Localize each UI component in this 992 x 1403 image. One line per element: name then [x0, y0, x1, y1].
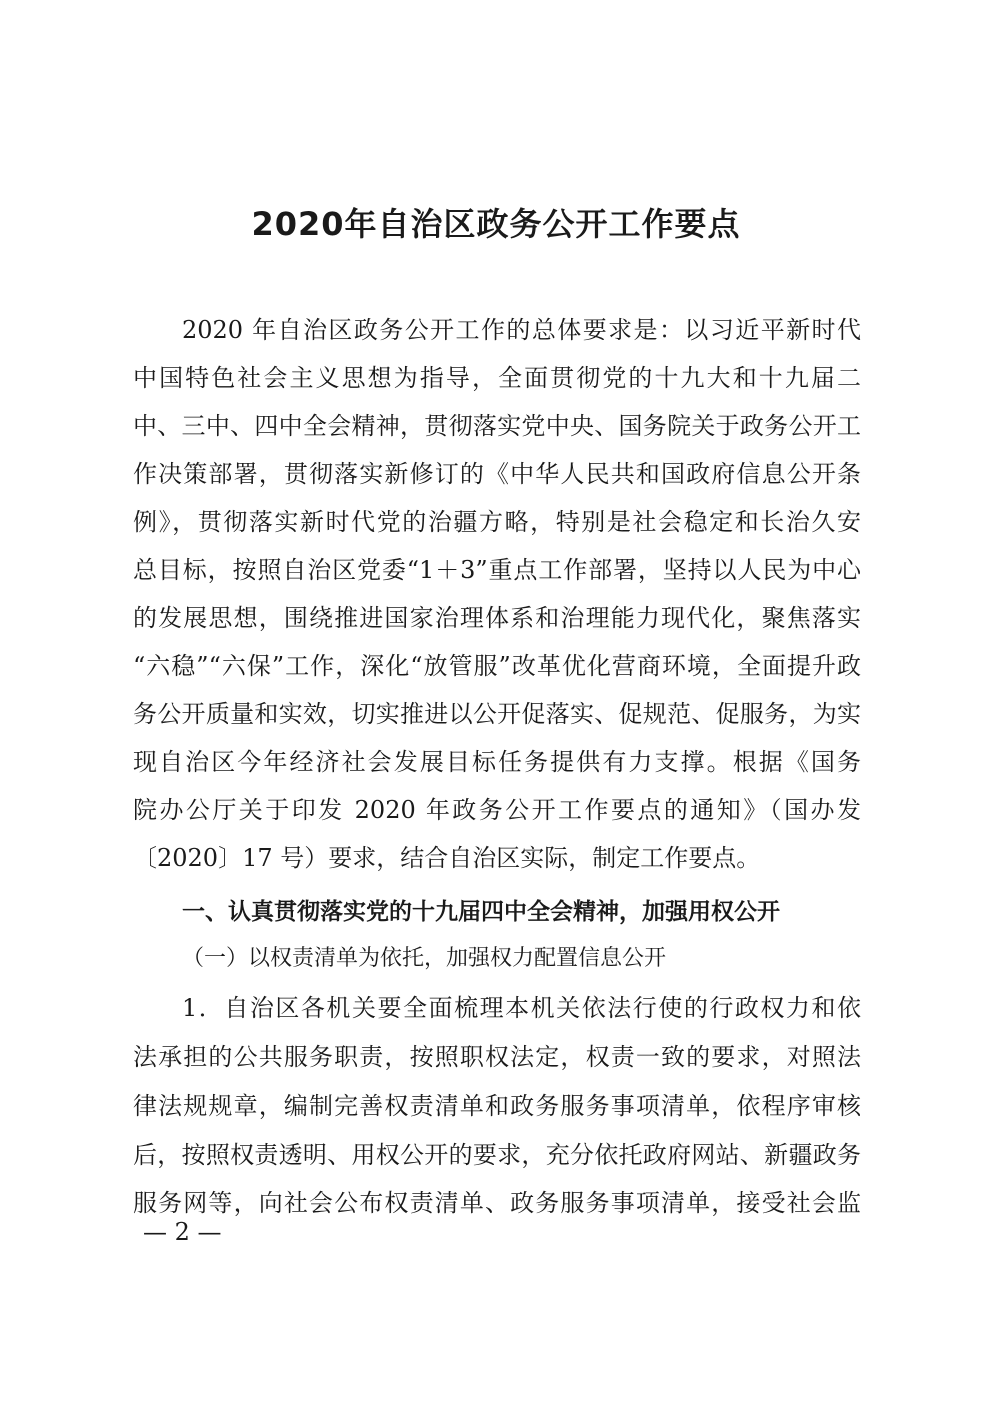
paragraph-line: 服务网等，向社会公布权责清单、政务服务事项清单，接受社会监 — [133, 1189, 861, 1217]
paragraph-line: 1．自治区各机关要全面梳理本机关依法行使的行政权力和依 — [182, 994, 861, 1022]
paragraph-line: 的发展思想，围绕推进国家治理体系和治理能力现代化，聚焦落实 — [133, 604, 861, 632]
paragraph-line: 〔2020〕17 号）要求，结合自治区实际，制定工作要点。 — [133, 844, 761, 872]
document-title: 2020年自治区政务公开工作要点 — [251, 205, 741, 243]
page-number: — 2 — — [143, 1218, 222, 1246]
paragraph-line: 后，按照权责透明、用权公开的要求，充分依托政府网站、新疆政务 — [133, 1141, 861, 1169]
paragraph-line: 现自治区今年经济社会发展目标任务提供有力支撑。根据《国务 — [133, 748, 861, 776]
paragraph-line: “六稳”“六保”工作，深化“放管服”改革优化营商环境，全面提升政 — [133, 652, 861, 680]
paragraph-line: 例》，贯彻落实新时代党的治疆方略，特别是社会稳定和长治久安 — [133, 508, 861, 536]
paragraph-line: 作决策部署，贯彻落实新修订的《中华人民共和国政府信息公开条 — [133, 460, 861, 488]
paragraph-line: 2020 年自治区政务公开工作的总体要求是：以习近平新时代 — [182, 316, 861, 344]
paragraph-line: 中国特色社会主义思想为指导，全面贯彻党的十九大和十九届二 — [133, 364, 861, 392]
subsection-heading: （一）以权责清单为依托，加强权力配置信息公开 — [182, 946, 667, 971]
paragraph-line: 总目标，按照自治区党委“1＋3”重点工作部署，坚持以人民为中心 — [133, 556, 861, 584]
paragraph-line: 务公开质量和实效，切实推进以公开促落实、促规范、促服务，为实 — [133, 700, 861, 728]
paragraph-line: 律法规规章，编制完善权责清单和政务服务事项清单，依程序审核 — [133, 1092, 861, 1120]
section-heading: 一、认真贯彻落实党的十九届四中全会精神，加强用权公开 — [182, 899, 780, 925]
paragraph-line: 院办公厅关于印发 2020 年政务公开工作要点的通知》（国办发 — [133, 796, 861, 824]
paragraph-line: 中、三中、四中全会精神，贯彻落实党中央、国务院关于政务公开工 — [133, 412, 861, 440]
paragraph-line: 法承担的公共服务职责，按照职权法定，权责一致的要求，对照法 — [133, 1043, 861, 1071]
